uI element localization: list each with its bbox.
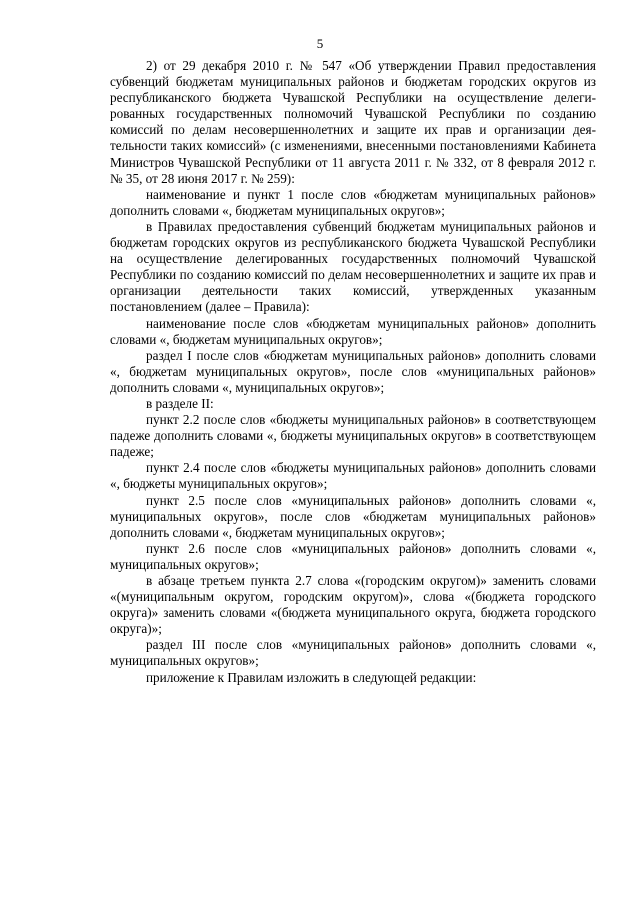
page-number: 5	[316, 36, 324, 51]
paragraph-section-3: раздел III после слов «муниципальных районов» дополнить словами «, муниципальных округов»;	[110, 637, 596, 669]
document-body	[110, 58, 596, 686]
paragraph-resolution-title: 2) от 29 декабря 2010 г. № 547 «Об утверждении Правил предоставления субвенций бюджетам муниципальных районов и бюджетам городских округов из республиканского бюджета Чувашской Республики на осуществление делегированных государственных полномочий Чувашской Республики по созданию комиссий по делам несовершеннолетних и защите их прав и организации деятельности таких комиссий» (с изменениями, внесенными постановлениями Кабинета Министров Чувашской Республики от 11 августа 2011 г. № 332, от 8 февраля 2012 г. № 35, от 28 июня 2017 г. № 259):	[110, 58, 596, 186]
paragraph-amendment-name-point1: наименование и пункт 1 после слов «бюджетам муниципальных районов» дополнить словами «, бюджетам муниципальных округов»;	[110, 186, 596, 218]
paragraph-section-2-heading: в разделе II:	[146, 395, 214, 411]
paragraph-appendix: приложение к Правилам изложить в следующей редакции:	[146, 669, 477, 685]
paragraph-point-2-7: в абзаце третьем пункта 2.7 слова «(городским округом)» заменить словами «(муниципальным округом, городским округом)», слова «(бюджета городского округа)» заменить словами «(бюджета муниципального округа, бюджета городского округа)»;	[110, 573, 596, 637]
paragraph-rules-intro: в Правилах предоставления субвенций бюджетам муниципальных районов и бюджетам городских округов из республиканского бюджета Чувашской Республики на осуществление делегированных государственных полномочий Чувашской Республики по созданию комиссий по делам несовершеннолетних и защите их прав и организации деятельности таких комиссий, утвержденных указанным постановлением (далее – Правила):	[110, 218, 596, 315]
paragraph-section-1: раздел I после слов «бюджетам муниципальных районов» дополнить словами «, бюджетам муниципальных округов», после слов «муниципальных районов» дополнить словами «, муниципальных округов»;	[110, 347, 596, 395]
paragraph-point-2-2: пункт 2.2 после слов «бюджеты муниципальных районов» в соответствующем падеже дополнить словами «, бюджеты муниципальных округов» в соответствующем падеже;	[110, 412, 596, 460]
paragraph-rules-name: наименование после слов «бюджетам муниципальных районов» дополнить словами «, бюджетам муниципальных округов»;	[110, 315, 596, 347]
paragraph-point-2-5: пункт 2.5 после слов «муниципальных районов» дополнить словами «, муниципальных округов», после слов «бюджетам муниципальных районов» дополнить словами «, бюджетам муниципальных округов»;	[110, 492, 596, 540]
paragraph-point-2-6: пункт 2.6 после слов «муниципальных районов» дополнить словами «, муниципальных округов»;	[110, 540, 596, 572]
paragraph-point-2-4: пункт 2.4 после слов «бюджеты муниципальных районов» дополнить словами «, бюджеты муниципальных округов»;	[110, 460, 596, 492]
